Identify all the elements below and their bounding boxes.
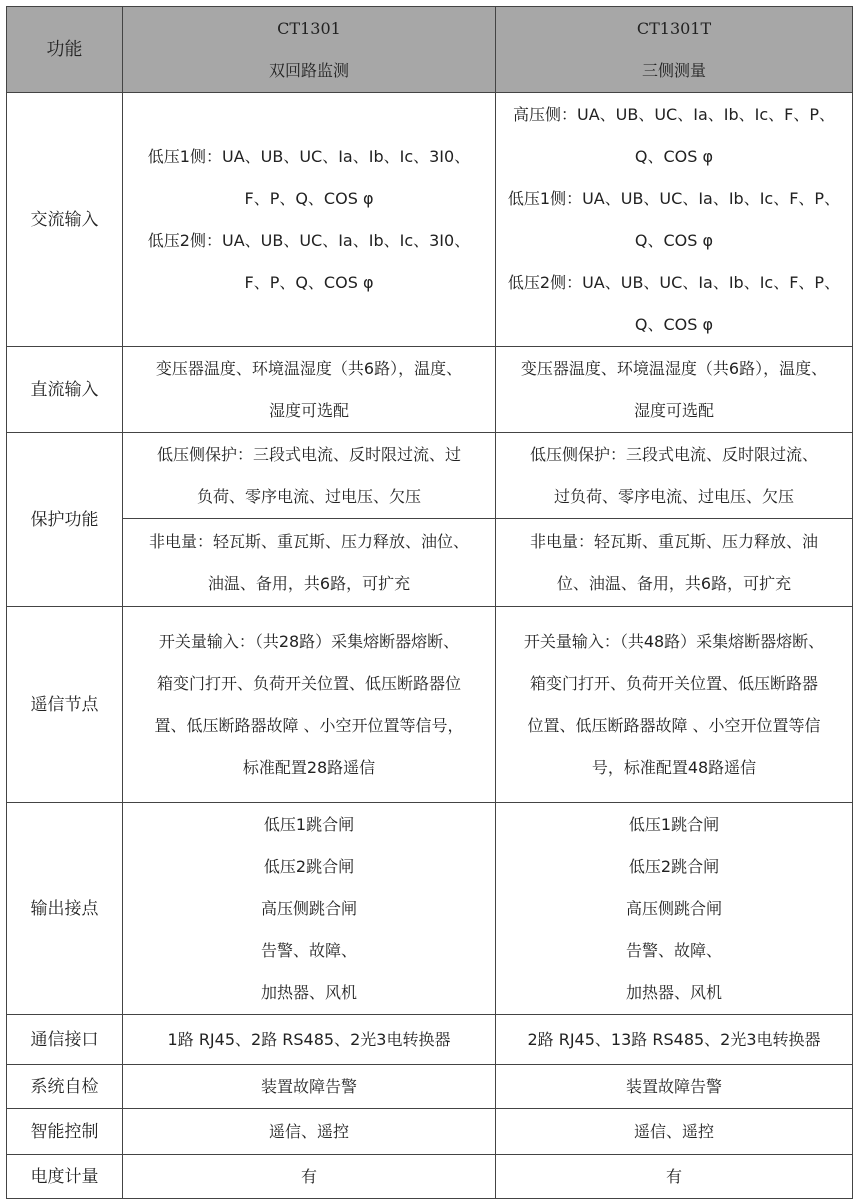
text-line: 箱变门打开、负荷开关位置、低压断路器位: [156, 673, 461, 693]
row-label: 交流输入: [7, 93, 123, 347]
row-dc-input: [7, 347, 853, 433]
row-protection-1: [7, 433, 853, 519]
row-label: 遥信节点: [7, 607, 123, 803]
row-self-check: [7, 1065, 853, 1109]
text-line: 告警、故障、: [625, 940, 722, 960]
text-line: 标准配置28路遥信: [242, 757, 376, 777]
row-label: 直流输入: [7, 347, 123, 433]
row-ac-input: [7, 93, 853, 347]
text-line: 高压侧：UA、UB、UC、Ia、Ib、Ic、F、P、: [513, 104, 835, 124]
signal-cell-a: [123, 607, 496, 803]
row-remote-signal: [7, 607, 853, 803]
header-model-a: [123, 7, 496, 93]
ac-cell-a: [123, 93, 496, 347]
row-label: 保护功能: [7, 433, 123, 607]
output-cell-a: [123, 803, 496, 1015]
header-func: 功能: [7, 7, 123, 93]
text-line: 低压1侧：UA、UB、UC、Ia、Ib、Ic、F、P、: [507, 188, 841, 208]
spec-table: [6, 6, 853, 1199]
text-line: 湿度可选配: [633, 400, 714, 420]
text-line: 过负荷、零序电流、过电压、欠压: [553, 486, 794, 506]
row-comm-interface: [7, 1015, 853, 1065]
text-line: 高压侧跳合闸: [260, 898, 357, 918]
text-line: 开关量输入：（共48路）采集熔断器熔断、: [523, 631, 825, 651]
row-label: 智能控制: [7, 1109, 123, 1155]
text-line: 位置、低压断路器故障 、小空开位置等信: [527, 715, 821, 735]
text-line: 位、油温、备用，共6路，可扩充: [556, 573, 792, 593]
text-line: Q、COS φ: [634, 146, 714, 166]
text-line: 低压1跳合闸: [263, 814, 355, 834]
text-line: 开关量输入：（共28路）采集熔断器熔断、: [158, 631, 460, 651]
model-a-name: CT1301: [277, 18, 341, 38]
text-line: 变压器温度、环境温湿度（共6路），温度、: [155, 358, 463, 378]
text-line: 非电量：轻瓦斯、重瓦斯、压力释放、油位、: [148, 531, 469, 551]
model-b-subtitle: 三侧测量: [641, 60, 706, 80]
comm-cell-b: 2路 RJ45、13路 RS485、2光3电转换器: [496, 1015, 853, 1065]
smart-cell-b: 遥信、遥控: [496, 1109, 853, 1155]
row-label: 电度计量: [7, 1155, 123, 1199]
text-line: 低压1侧：UA、UB、UC、Ia、Ib、Ic、3I0、: [147, 146, 471, 166]
protect-cell-b2: [496, 519, 853, 607]
text-line: 低压2侧：UA、UB、UC、Ia、Ib、Ic、F、P、: [507, 272, 841, 292]
text-line: 加热器、风机: [260, 982, 357, 1002]
smart-cell-a: 遥信、遥控: [123, 1109, 496, 1155]
dc-cell-b: [496, 347, 853, 433]
text-line: 告警、故障、: [260, 940, 357, 960]
protect-cell-a1: [123, 433, 496, 519]
text-line: 加热器、风机: [625, 982, 722, 1002]
protect-cell-a2: [123, 519, 496, 607]
text-line: 低压2跳合闸: [628, 856, 720, 876]
header-row: [7, 7, 853, 93]
output-cell-b: [496, 803, 853, 1015]
signal-cell-b: [496, 607, 853, 803]
text-line: 高压侧跳合闸: [625, 898, 722, 918]
text-line: 油温、备用，共6路，可扩充: [207, 573, 411, 593]
text-line: Q、COS φ: [634, 314, 714, 334]
text-line: 号，标准配置48路遥信: [591, 757, 757, 777]
text-line: 低压2跳合闸: [263, 856, 355, 876]
text-line: 低压侧保护：三段式电流、反时限过流、过: [156, 444, 461, 464]
text-line: Q、COS φ: [634, 230, 714, 250]
comm-cell-a: 1路 RJ45、2路 RS485、2光3电转换器: [123, 1015, 496, 1065]
model-b-name: CT1301T: [636, 18, 712, 38]
header-model-b: [496, 7, 853, 93]
row-protection-2: [7, 519, 853, 607]
text-line: 变压器温度、环境温湿度（共6路），温度、: [520, 358, 828, 378]
row-label: 系统自检: [7, 1065, 123, 1109]
meter-cell-a: 有: [123, 1155, 496, 1199]
row-output-contacts: [7, 803, 853, 1015]
row-metering: [7, 1155, 853, 1199]
model-a-subtitle: 双回路监测: [268, 60, 349, 80]
text-line: 置、低压断路器故障 、小空开位置等信号，: [154, 715, 464, 735]
text-line: 负荷、零序电流、过电压、欠压: [196, 486, 421, 506]
row-label: 输出接点: [7, 803, 123, 1015]
selfcheck-cell-a: 装置故障告警: [123, 1065, 496, 1109]
text-line: 低压2侧：UA、UB、UC、Ia、Ib、Ic、3I0、: [147, 230, 471, 250]
text-line: 箱变门打开、负荷开关位置、低压断路器: [529, 673, 818, 693]
text-line: 湿度可选配: [268, 400, 349, 420]
row-label: 通信接口: [7, 1015, 123, 1065]
text-line: 低压侧保护：三段式电流、反时限过流、: [529, 444, 818, 464]
row-smart-control: [7, 1109, 853, 1155]
meter-cell-b: 有: [496, 1155, 853, 1199]
dc-cell-a: [123, 347, 496, 433]
text-line: F、P、Q、COS φ: [244, 272, 374, 292]
text-line: 低压1跳合闸: [628, 814, 720, 834]
selfcheck-cell-b: 装置故障告警: [496, 1065, 853, 1109]
ac-cell-b: [496, 93, 853, 347]
text-line: 非电量：轻瓦斯、重瓦斯、压力释放、油: [529, 531, 818, 551]
protect-cell-b1: [496, 433, 853, 519]
text-line: F、P、Q、COS φ: [244, 188, 374, 208]
